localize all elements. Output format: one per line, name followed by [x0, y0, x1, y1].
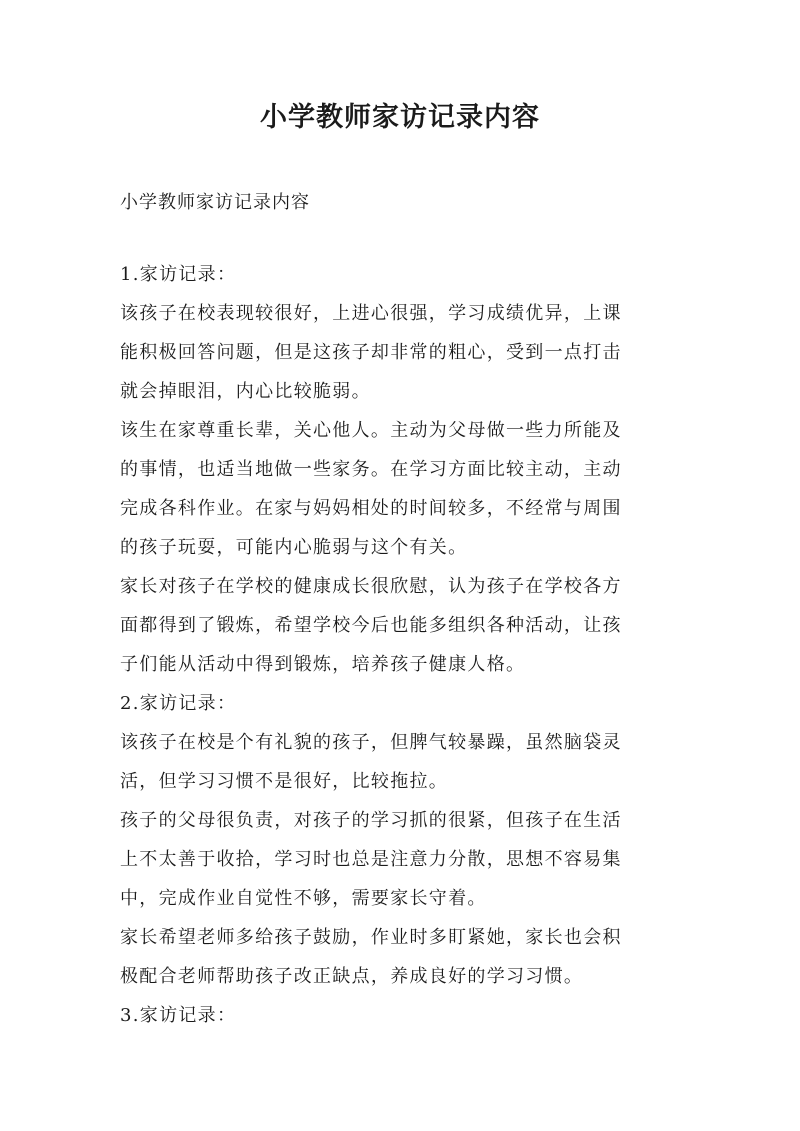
- text-line: 上不太善于收拾，学习时也总是注意力分散，思想不容易集: [120, 849, 622, 870]
- text-line: 2.家访记录：: [120, 693, 237, 714]
- text-line: 能积极回答问题，但是这孩子却非常的粗心，受到一点打击: [120, 342, 622, 363]
- text-line: 家长希望老师多给孩子鼓励，作业时多盯紧她，家长也会积: [120, 927, 622, 948]
- text-line: 该孩子在校是个有礼貌的孩子，但脾气较暴躁，虽然脑袋灵: [120, 732, 622, 753]
- text-line: 的孩子玩耍，可能内心脆弱与这个有关。: [120, 537, 468, 558]
- text-line: 1.家访记录：: [120, 264, 237, 285]
- document-subtitle: 小学教师家访记录内容: [120, 192, 310, 213]
- text-line: 活，但学习习惯不是很好，比较拖拉。: [120, 771, 449, 792]
- text-line: 孩子的父母很负责，对孩子的学习抓的很紧，但孩子在生活: [120, 810, 622, 831]
- text-line: 子们能从活动中得到锻炼，培养孩子健康人格。: [120, 654, 526, 675]
- document-body: [120, 255, 682, 1035]
- text-line: 该生在家尊重长辈，关心他人。主动为父母做一些力所能及: [120, 420, 622, 441]
- text-line: 面都得到了锻炼，希望学校今后也能多组织各种活动，让孩: [120, 615, 622, 636]
- text-line: 的事情，也适当地做一些家务。在学习方面比较主动，主动: [120, 459, 622, 480]
- text-line: 就会掉眼泪，内心比较脆弱。: [120, 381, 371, 402]
- text-line: 极配合老师帮助孩子改正缺点，养成良好的学习习惯。: [120, 966, 584, 987]
- text-line: 家长对孩子在学校的健康成长很欣慰，认为孩子在学校各方: [120, 576, 622, 597]
- document-title: 小学教师家访记录内容: [260, 102, 540, 133]
- text-line: 该孩子在校表现较很好，上进心很强，学习成绩优异，上课: [120, 303, 622, 324]
- text-line: 完成各科作业。在家与妈妈相处的时间较多，不经常与周围: [120, 498, 622, 519]
- text-line: 中，完成作业自觉性不够，需要家长守着。: [120, 888, 487, 909]
- text-line: 3.家访记录：: [120, 1005, 237, 1026]
